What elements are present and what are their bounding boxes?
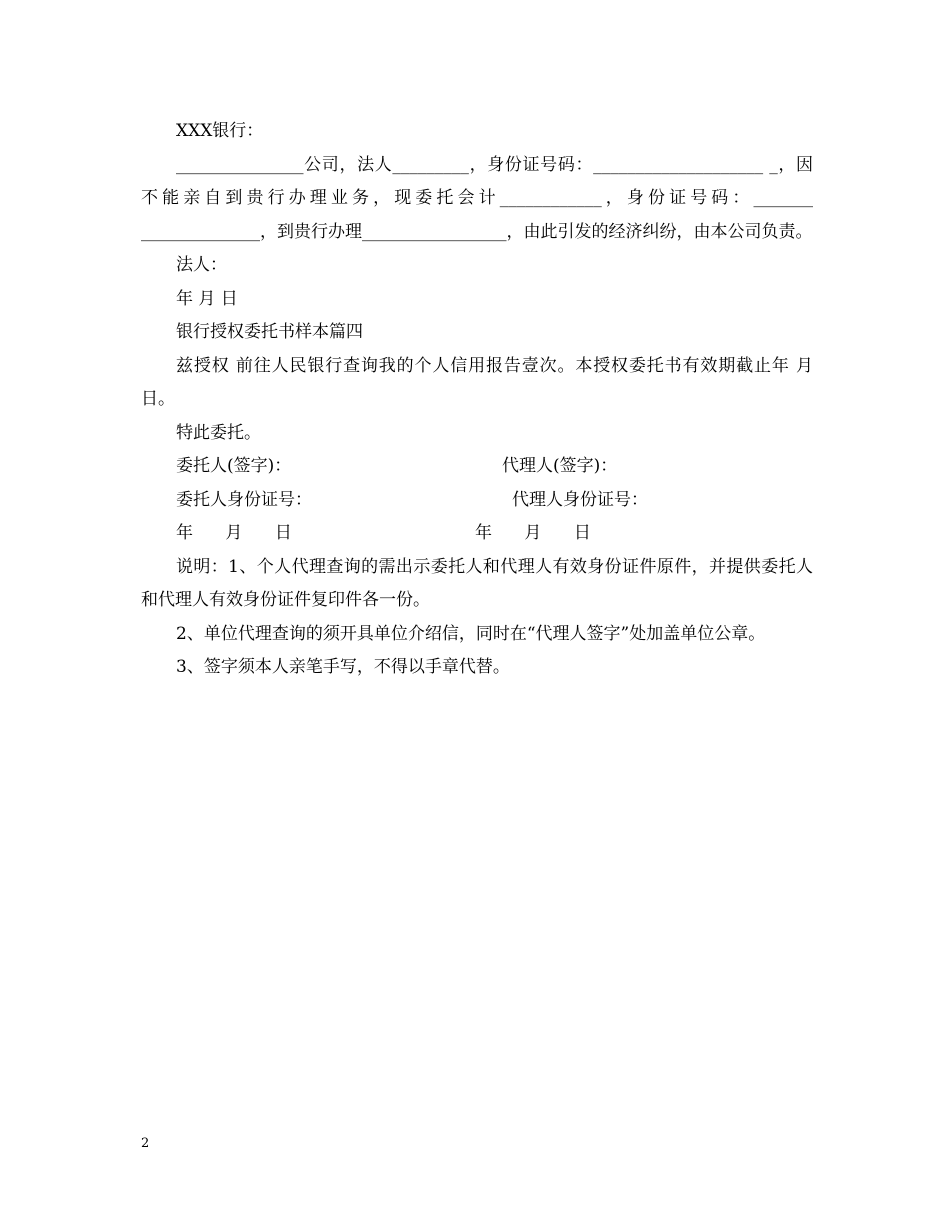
- note-2: 2、单位代理查询的须开具单位介绍信，同时在“代理人签字”处加盖单位公章。: [176, 623, 766, 644]
- hereby-entrust: 特此委托。: [176, 422, 261, 443]
- principal-signature-label: 委托人(签字)：: [176, 456, 292, 476]
- note-1: 说明：1、个人代理查询的需出示委托人和代理人有效身份证件原件，并提供委托人和代理人有效身份证件复印件各一份。: [141, 556, 813, 610]
- authorization-paragraph: _______________公司，法人_________，身份证号码：____________________ _，因不能亲自到贵行办理业务，现委托会计____________，身份证号码：_______ ______________，到贵行办理_________________，由此引发的经济纠纷，由本公司负责。: [141, 154, 813, 242]
- page-number: 2: [141, 1136, 150, 1151]
- principal-date: 年 月 日: [176, 523, 292, 543]
- salutation: XXX银行：: [176, 121, 264, 141]
- credit-report-authorization: 兹授权 前往人民银行查询我的个人信用报告壹次。本授权委托书有效期截止年 月 日。: [141, 355, 813, 409]
- agent-signature-label: 代理人(签字)：: [502, 456, 618, 476]
- signature-date-row: [141, 517, 813, 551]
- section-title: 银行授权委托书样本篇四: [176, 322, 363, 342]
- agent-date: 年 月 日: [475, 523, 591, 543]
- legal-person-label: 法人：: [176, 255, 227, 275]
- signature-row: [141, 450, 813, 484]
- principal-id-label: 委托人身份证号：: [176, 489, 312, 510]
- date-line: 年 月 日: [176, 288, 238, 309]
- id-number-row: [141, 484, 813, 518]
- agent-id-label: 代理人身份证号：: [512, 489, 648, 510]
- note-3: 3、签字须本人亲笔手写，不得以手章代替。: [176, 657, 510, 677]
- document-body: [141, 115, 813, 685]
